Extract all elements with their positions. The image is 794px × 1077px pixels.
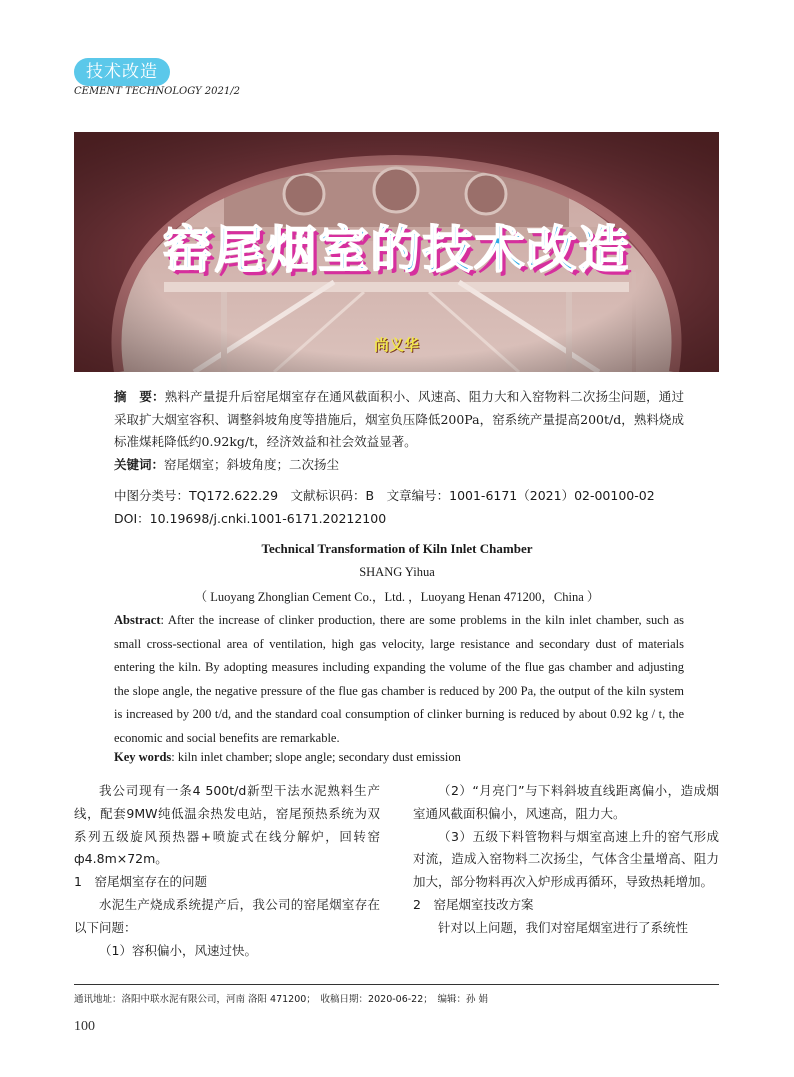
- footnote: 通讯地址：洛阳中联水泥有限公司，河南 洛阳 471200； 收稿日期：2020-06-22； 编辑：孙 娟: [74, 994, 489, 1005]
- section-heading: 2 窑尾烟室技改方案: [413, 896, 534, 912]
- abstract-text: 熟料产量提升后窑尾烟室存在通风截面积小、风速高、阻力大和入窑物料二次扬尘问题，通过采取扩大烟室容积、调整斜坡角度等措施后，烟室负压降低200Pa，窑系统产量提高200t/d，熟料烧成标准煤耗降低约0.92kg/t，经济效益和社会效益显著。: [114, 389, 684, 449]
- body-right-column: [413, 780, 719, 940]
- paragraph: （1）容积偏小，风速过快。: [99, 942, 257, 958]
- footnote-divider: [74, 984, 719, 985]
- body-left-column: [74, 780, 380, 962]
- section-heading: 1 窑尾烟室存在的问题: [74, 874, 207, 890]
- journal-header: CEMENT TECHNOLOGY 2021/2: [74, 86, 240, 97]
- article-title: 窑尾烟室的技术改造: [162, 221, 631, 279]
- paragraph: 针对以上问题，我们对窑尾烟室进行了系统性: [438, 919, 689, 935]
- english-abstract: [114, 609, 684, 751]
- keywords-label: 关键词：: [114, 456, 165, 472]
- english-title: Technical Transformation of Kiln Inlet Chamber: [261, 541, 533, 556]
- english-abstract-text: : After the increase of clinker production, there are some problems in the kiln inlet chamber, such as small cross-sectional area of ventilation, high gas velocity, large resistance and secondary dust of materials entering the kiln. By adopting measures including expanding the volume of the flue gas chamber and adjusting the slope angle, the negative pressure of the flue gas chamber is reduced by 200 Pa, the output of the kiln system is increased by 200 t/d, and the standard coal consumption of clinker burning is reduced by about 0.92 kg / t, the economic and social benefits are remarkable.: [114, 613, 684, 745]
- classification-line: 中图分类号：TQ172.622.29 文献标识码：B 文章编号：1001-6171（2021）02-00100-02: [114, 488, 655, 503]
- paragraph: （3）五级下料管物料与烟室高速上升的窑气形成对流，造成入窑物料二次扬尘，气体含尘量增高、阻力加大，部分物料再次入炉形成再循环，导致热耗增加。: [413, 828, 719, 890]
- paragraph: （2）“月亮门”与下料斜坡直线距离偏小，造成烟室通风截面积偏小，风速高，阻力大。: [413, 783, 719, 821]
- hero-banner: [74, 132, 719, 372]
- keywords-text: 窑尾烟室；斜坡角度；二次扬尘: [164, 456, 340, 472]
- doi-line: DOI：10.19698/j.cnki.1001-6171.20212100: [114, 511, 387, 526]
- paragraph: 水泥生产烧成系统提产后，我公司的窑尾烟室存在以下问题：: [74, 896, 380, 935]
- english-affiliation: （ Luoyang Zhonglian Cement Co.，Ltd. ，Luoyang Henan 471200，China ）: [194, 590, 600, 604]
- english-keywords: [114, 750, 684, 765]
- english-keywords-text: : kiln inlet chamber; slope angle; secondary dust emission: [171, 750, 461, 764]
- english-author: SHANG Yihua: [359, 565, 435, 579]
- english-keywords-label: Key words: [114, 750, 172, 764]
- english-abstract-label: Abstract: [114, 613, 161, 627]
- section-tag: 技术改造: [74, 58, 170, 86]
- page-number: 100: [74, 1019, 95, 1034]
- abstract-label: 摘 要：: [114, 389, 165, 404]
- chinese-abstract: [114, 386, 684, 476]
- article-author: 尚义华: [373, 336, 419, 354]
- paragraph: 我公司现有一条4 500t/d新型干法水泥熟料生产线，配套9MW纯低温余热发电站，窑尾预热系统为双系列五级旋风预热器+喷旋式在线分解炉，回转窑 ф4.8m×72m。: [74, 783, 380, 867]
